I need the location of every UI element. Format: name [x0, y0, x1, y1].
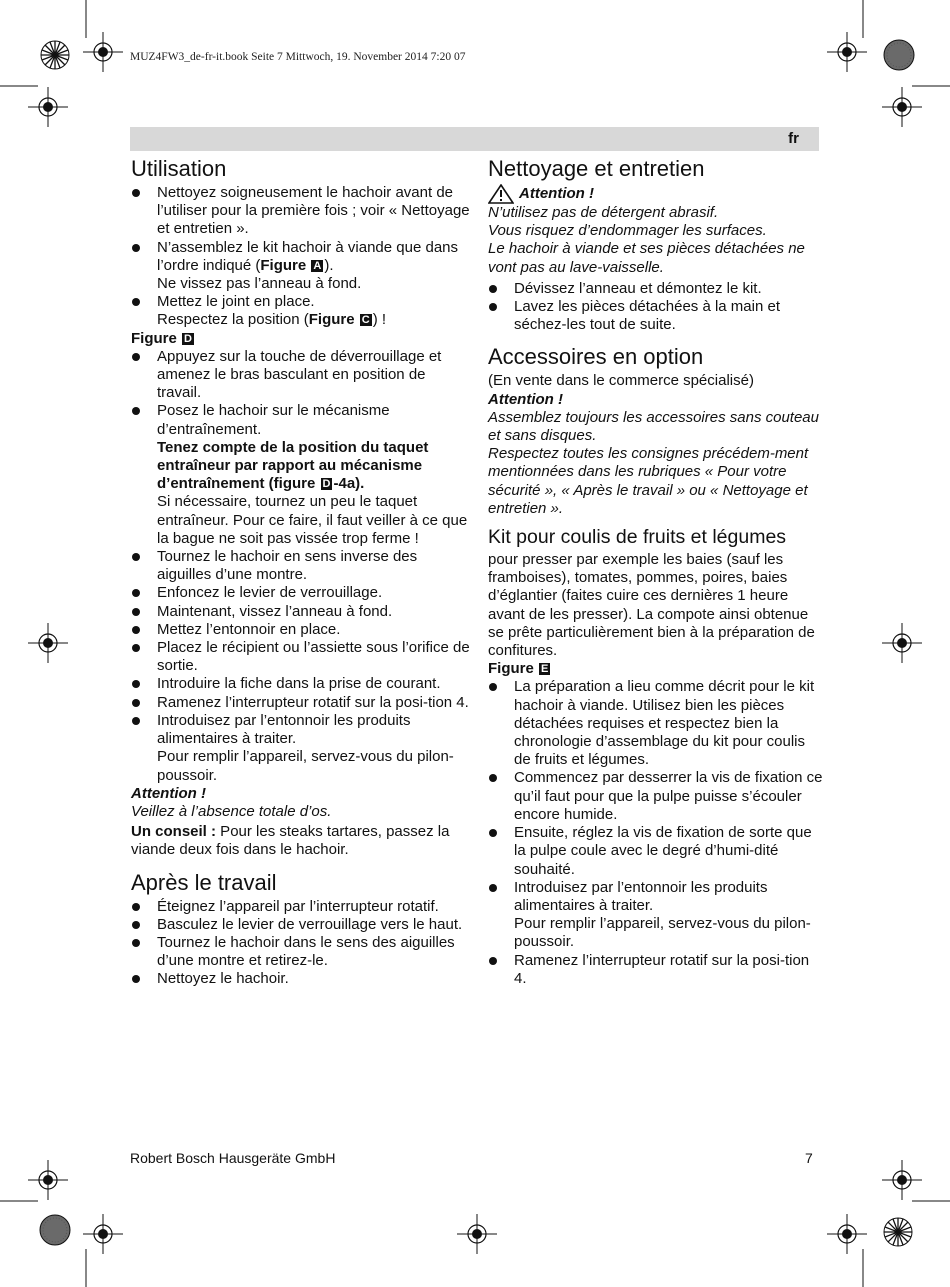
list-item: La préparation a lieu comme décrit pour le kit hachoir à viande. Utilisez bien les pièces détachées requises et respectez bien la chronologie d’assemblage du kit pour coulis de fruits et légumes.: [488, 678, 824, 769]
list-item: Éteignez l’appareil par l’interrupteur rotatif.: [131, 898, 471, 916]
utilisation-steps: [131, 348, 471, 785]
section-title-nettoyage: Nettoyage et entretien: [488, 156, 705, 181]
list-item: Tournez le hachoir en sens inverse des aiguilles d’une montre.: [131, 548, 471, 584]
list-item: Ramenez l’interrupteur rotatif sur la posi-tion 4.: [131, 694, 471, 712]
list-item: Enfoncez le levier de verrouillage.: [131, 584, 471, 602]
accessoires-text: Respectez toutes les consignes précédem-ment mentionnées dans les rubriques « Pour votre sécurité », « Après le travail » ou « Nettoyage et entretien ».: [488, 445, 809, 517]
list-item: Commencez par desserrer la vis de fixation ce qu’il faut pour que la pulpe puisse s’écouler encore humide.: [488, 769, 824, 824]
kit-intro: pour presser par exemple les baies (sauf les framboises), tomates, pommes, poires, baies d’églantier (faites cuire ces dernières 1 heure avant de les presser). La compote ainsi obtenue se prête particulièrement bien à la préparation de confitures.: [488, 551, 815, 660]
page-number: 7: [805, 1150, 813, 1166]
list-item: Mettez le joint en place. Respectez la position (Figure C ) !: [131, 293, 471, 329]
figure-letter-badge: D: [184, 332, 192, 345]
list-item: Basculez le levier de verrouillage vers le haut.: [131, 916, 471, 934]
figure-letter-badge: D: [322, 478, 331, 491]
warning-text: Vous risquez d’endommager les surfaces.: [488, 222, 767, 240]
section-title-apres: Après le travail: [131, 869, 277, 895]
kit-list: [488, 678, 824, 987]
attention-row: [488, 184, 824, 204]
accessoires-subtitle: (En vente dans le commerce spécialisé): [488, 372, 754, 390]
list-item: Nettoyez le hachoir.: [131, 970, 471, 988]
warning-icon: [488, 184, 514, 204]
language-bar: [130, 127, 819, 151]
list-item: Placez le récipient ou l’assiette sous l’orifice de sortie.: [131, 639, 471, 675]
section-title-kit: Kit pour coulis de fruits et légumes: [488, 526, 787, 549]
figure-letter-badge: E: [541, 663, 549, 676]
left-column: [131, 153, 471, 989]
list-item: Ensuite, réglez la vis de fixation de sorte que la pulpe coule avec le degré d’humi-dité souhaité.: [488, 824, 824, 879]
list-item: Ramenez l’interrupteur rotatif sur la posi-tion 4.: [488, 952, 824, 988]
list-item: Introduisez par l’entonnoir les produits alimentaires à traiter. Pour remplir l’appareil, servez-vous du pilon-poussoir.: [488, 879, 824, 952]
list-item: Mettez l’entonnoir en place.: [131, 621, 471, 639]
book-header: MUZ4FW3_de-fr-it.book Seite 7 Mittwoch, 19. November 2014 7:20 07: [130, 51, 466, 63]
tip-paragraph: Un conseil : Pour les steaks tartares, passez la viande deux fois dans le hachoir.: [131, 823, 450, 859]
attention-text: Veillez à l’absence totale d’os.: [131, 802, 332, 820]
list-item: Tournez le hachoir dans le sens des aiguilles d’une montre et retirez-le.: [131, 934, 471, 970]
footer-company: Robert Bosch Hausgeräte GmbH: [130, 1150, 336, 1166]
figure-reference: Figure D: [131, 329, 192, 347]
figure-letter-badge: A: [313, 259, 322, 272]
section-title-utilisation: Utilisation: [131, 156, 227, 181]
list-item: N’assemblez le kit hachoir à viande que dans l’ordre indiqué (Figure A ). Ne vissez pas l’anneau à fond.: [131, 239, 471, 294]
list-item: Maintenant, vissez l’anneau à fond.: [131, 603, 471, 621]
attention-label: Attention !: [131, 784, 206, 802]
accessoires-text: Assemblez toujours les accessoires sans couteau et sans disques.: [488, 408, 819, 445]
attention-label: Attention !: [488, 390, 563, 408]
warning-text: N’utilisez pas de détergent abrasif.: [488, 204, 719, 221]
utilisation-list: [131, 184, 471, 330]
figure-reference: Figure E: [488, 660, 549, 678]
list-item: Posez le hachoir sur le mécanisme d’entraînement. Tenez compte de la position du taquet entraîneur par rapport au mécanisme d’entraînement (figure D -4a). Si nécessaire, tournez un peu le taquet entraîneur. Pour ce faire, il faut veiller à ce que la bague ne soit pas vissée trop ferme !: [131, 402, 471, 548]
figure-letter-badge: C: [361, 314, 370, 327]
section-title-accessoires: Accessoires en option: [488, 344, 704, 370]
list-item: Introduire la fiche dans la prise de courant.: [131, 675, 471, 693]
nettoyage-list: [488, 280, 824, 335]
warning-text: Le hachoir à viande et ses pièces détachées ne vont pas au lave-vaisselle.: [488, 240, 805, 276]
list-item: Appuyez sur la touche de déverrouillage et amenez le bras basculant en position de travail.: [131, 348, 471, 403]
right-column: [488, 153, 824, 988]
list-item: Nettoyez soigneusement le hachoir avant de l’utiliser pour la première fois ; voir « Nettoyage et entretien ».: [131, 184, 471, 239]
apres-list: [131, 898, 471, 989]
list-item: Introduisez par l’entonnoir les produits alimentaires à traiter. Pour remplir l’appareil, servez-vous du pilon-poussoir.: [131, 712, 471, 785]
list-item: Lavez les pièces détachées à la main et séchez-les tout de suite.: [488, 298, 824, 334]
attention-label: Attention !: [519, 184, 594, 202]
list-item: Dévissez l’anneau et démontez le kit.: [488, 280, 824, 298]
language-label: fr: [788, 130, 799, 147]
